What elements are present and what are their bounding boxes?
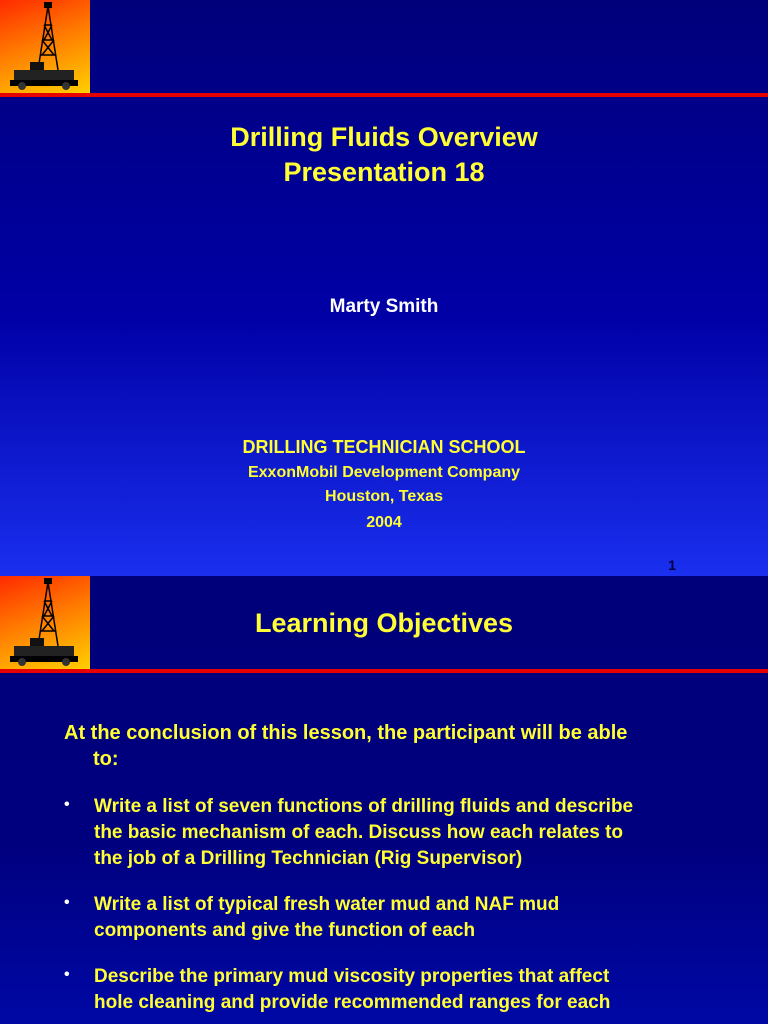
accent-line [0, 93, 768, 97]
year: 2004 [366, 514, 402, 531]
objectives-list [64, 794, 724, 1024]
slide-title: Drilling Fluids Overview [230, 122, 538, 152]
school-name: DRILLING TECHNICIAN SCHOOL [242, 437, 526, 457]
list-item [64, 892, 724, 944]
bullet-line: Describe the primary mud viscosity properties that affect [94, 966, 610, 987]
location: Houston, Texas [325, 488, 443, 505]
bullet-line: hole cleaning and provide recommended ranges for each [94, 992, 611, 1013]
slide-subtitle: Presentation 18 [283, 157, 485, 187]
list-item [64, 794, 724, 872]
page-number: 1 [668, 557, 676, 573]
bullet-line: Write a list of seven functions of drilling fluids and describe [94, 796, 634, 817]
intro-text [64, 720, 724, 772]
intro-line: to: [93, 748, 119, 770]
bullet-line: components and give the function of each [94, 920, 476, 941]
accent-line [0, 669, 768, 673]
objectives-slide [0, 576, 768, 1024]
bullet-line: the basic mechanism of each. Discuss how each relates to [94, 822, 624, 843]
logo [0, 0, 90, 94]
slide-title: Learning Objectives [254, 608, 514, 638]
intro-line: At the conclusion of this lesson, the participant will be able [64, 722, 628, 744]
list-item [64, 964, 724, 1016]
bullet-icon: • [64, 796, 70, 813]
bullet-line: the job of a Drilling Technician (Rig Supervisor) [94, 848, 523, 869]
author-name: Marty Smith [329, 296, 439, 317]
bullet-icon: • [64, 894, 70, 911]
drilling-rig-icon [0, 0, 90, 94]
bullet-line: Write a list of typical fresh water mud and NAF mud [94, 894, 560, 915]
bullet-icon: • [64, 966, 70, 983]
company-name: ExxonMobil Development Company [247, 464, 521, 481]
